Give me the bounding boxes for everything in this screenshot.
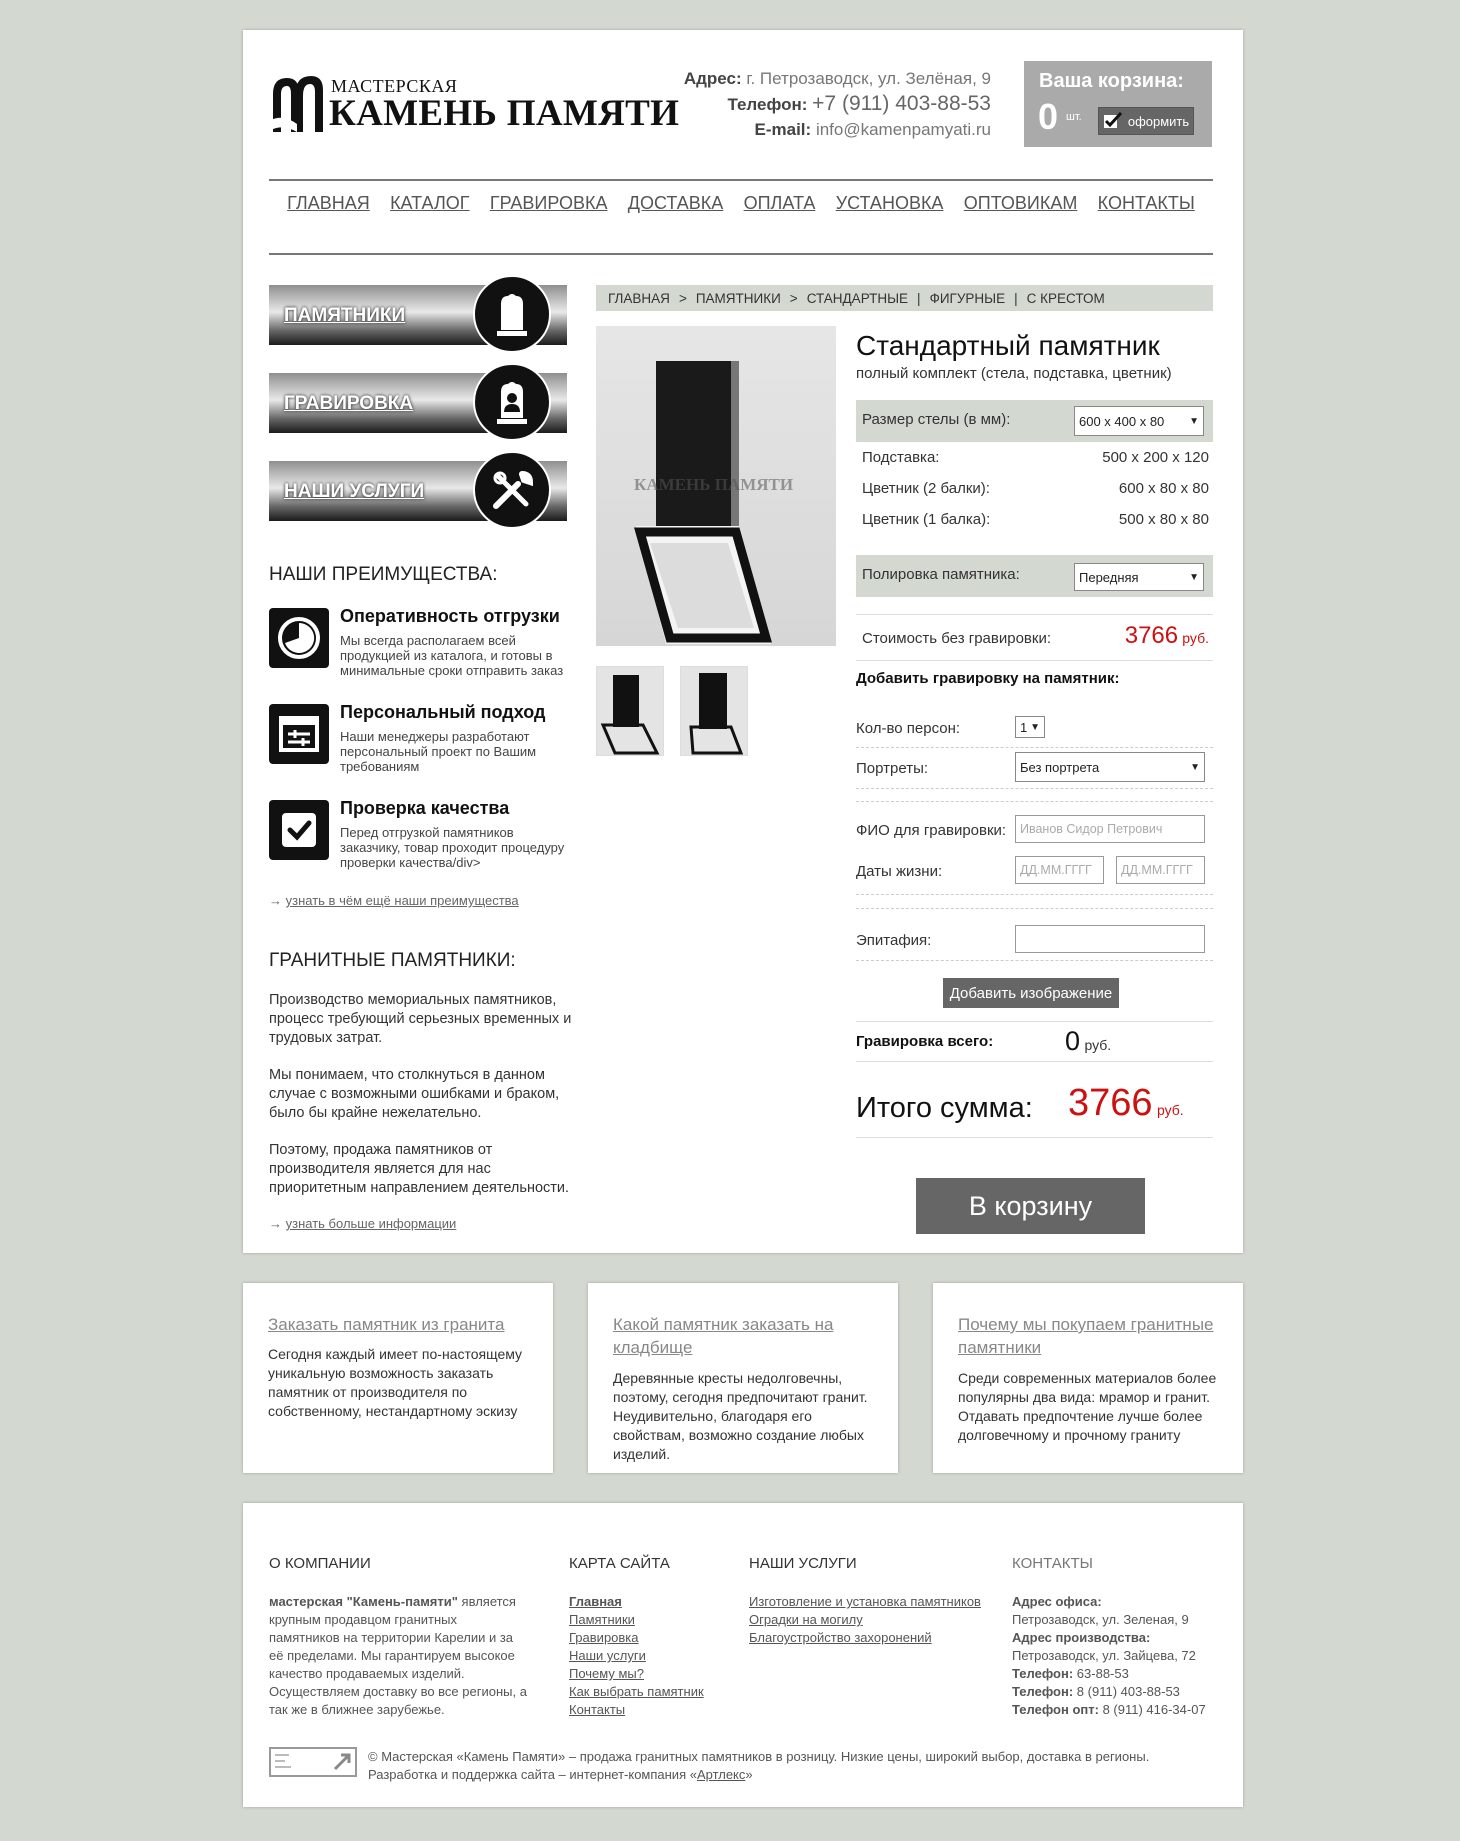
polish-value: Передняя <box>1079 569 1139 585</box>
dashed-divider <box>856 960 1213 961</box>
flower2-label: Цветник (2 балки): <box>862 480 990 497</box>
sliders-icon <box>269 704 329 764</box>
clock-icon <box>269 608 329 668</box>
footer-about-bold: мастерская "Камень-памяти" <box>269 1594 458 1609</box>
category-monuments-button[interactable] <box>269 285 567 345</box>
flower2-row <box>856 480 1213 497</box>
persons-select[interactable] <box>1015 716 1045 738</box>
granite-title: ГРАНИТНЫЕ ПАМЯТНИКИ: <box>269 950 516 971</box>
epitaph-label: Эпитафия: <box>856 932 932 949</box>
footer-link-monuments[interactable]: Памятники <box>569 1612 635 1627</box>
logo-small-text: МАСТЕРСКАЯ <box>331 76 458 96</box>
production-value: Петрозаводск, ул. Зайцева, 72 <box>1012 1648 1196 1663</box>
phone1-value: 63-88-53 <box>1076 1666 1129 1681</box>
footer-about-body: является крупным продавцом гранитных памятников на территории Карелии и за её пределами. Мы гарантируем высокое качество продаваемых изделий. Осуществляем доставку во все регионы, а так же в ближнее зарубежье. <box>269 1594 527 1717</box>
polish-label: Полировка памятника: <box>862 566 1020 583</box>
dashed-divider <box>856 894 1213 895</box>
tools-icon <box>473 451 551 529</box>
cart-count: 0 <box>1038 96 1059 137</box>
breadcrumb-separator: > <box>789 290 798 306</box>
divider <box>856 1021 1213 1022</box>
flower1-label: Цветник (1 балка): <box>862 511 991 528</box>
dashed-divider <box>856 801 1213 802</box>
death-date-input[interactable]: ДД.ММ.ГГГГ <box>1116 856 1205 884</box>
product-subtitle: полный комплект (стела, подставка, цветник) <box>856 365 1172 382</box>
advantages-more-link[interactable] <box>269 893 519 908</box>
total-sum-currency: руб. <box>1157 1102 1184 1118</box>
category-engraving-button[interactable] <box>269 373 567 433</box>
footer-link-choose[interactable]: Как выбрать памятник <box>569 1684 704 1699</box>
polish-select[interactable] <box>1074 563 1204 591</box>
footer <box>243 1503 1243 1807</box>
total-sum-label: Итого сумма: <box>856 1092 1033 1124</box>
breadcrumb-figured[interactable]: ФИГУРНЫЕ <box>929 290 1006 306</box>
polish-row <box>856 555 1213 597</box>
granite-paragraph-1: Производство мемориальных памятников, процесс требующий серьезных временных и трудовых затрат. <box>269 992 572 1046</box>
nav-item-installation[interactable]: УСТАНОВКА <box>835 193 944 213</box>
email-value[interactable]: info@kamenpamyati.ru <box>815 120 991 139</box>
dashed-divider <box>856 908 1213 909</box>
dashed-divider <box>856 747 1213 748</box>
advantages-title: НАШИ ПРЕИМУЩЕСТВА: <box>269 564 498 585</box>
nav-item-payment[interactable]: ОПЛАТА <box>743 193 816 213</box>
checkbox-check-icon <box>1103 112 1123 130</box>
developer-prefix: Разработка и поддержка сайта – интернет-компания « <box>368 1767 697 1782</box>
persons-value: 1 <box>1020 719 1028 735</box>
nav-item-delivery[interactable]: ДОСТАВКА <box>627 193 724 213</box>
engraving-total <box>1065 1026 1111 1057</box>
article-title-2[interactable]: Какой памятник заказать на кладбище <box>613 1315 834 1357</box>
article-card-1 <box>243 1283 553 1473</box>
footer-contacts-info <box>1012 1593 1206 1719</box>
divider <box>856 1137 1213 1138</box>
logo-big-text: КАМЕНЬ ПАМЯТИ <box>329 93 680 134</box>
office-value: Петрозаводск, ул. Зеленая, 9 <box>1012 1612 1189 1627</box>
logo-mark-icon <box>269 74 325 132</box>
cost-label: Стоимость без гравировки: <box>862 630 1052 647</box>
chevron-down-icon: ▼ <box>1030 721 1040 733</box>
footer-copyright <box>368 1748 1149 1784</box>
stele-size-label: Размер стелы (в мм): <box>862 411 1011 428</box>
developer-logo-icon[interactable] <box>269 1747 357 1777</box>
total-sum <box>1068 1082 1184 1125</box>
phone2-label: Телефон: <box>1012 1684 1074 1699</box>
nav-top-divider <box>269 179 1213 181</box>
footer-link-services[interactable]: Наши услуги <box>569 1648 646 1663</box>
phone1-label: Телефон: <box>1012 1666 1074 1681</box>
cart-order-label: оформить <box>1127 113 1190 129</box>
portraits-value: Без портрета <box>1020 759 1100 775</box>
article-text-3: Среди современных материалов более популярны два вида: мрамор и гранит. Отдавать предпочтение лучше более долговечному и прочному граниту <box>958 1370 1217 1443</box>
engraving-total-currency: руб. <box>1084 1037 1112 1053</box>
arrow-right-icon: → <box>269 1216 282 1231</box>
advantage-title-2: Персональный подход <box>340 702 546 722</box>
phone-value[interactable]: +7 (911) 403-88-53 <box>812 92 991 115</box>
divider <box>856 1061 1213 1062</box>
engraving-total-value: 0 <box>1065 1026 1081 1056</box>
add-image-button[interactable]: Добавить изображение <box>943 978 1119 1008</box>
advantage-text-1: Мы всегда располагаем всей продукцией из каталога, и готовы в минимальные сроки отправить заказ <box>340 633 564 678</box>
nav-item-wholesale[interactable]: ОПТОВИКАМ <box>963 193 1078 213</box>
total-sum-value: 3766 <box>1068 1082 1153 1124</box>
advantage-text-2: Наши менеджеры разработают персональный проект по Вашим требованиям <box>340 729 537 774</box>
granite-paragraph-2: Мы понимаем, что столкнуться в данном случае с возможными ошибками и браком, было бы крайне нежелательно. <box>269 1067 560 1121</box>
footer-link-home[interactable]: Главная <box>569 1594 622 1609</box>
product-title: Стандартный памятник <box>856 330 1160 361</box>
breadcrumb-standard[interactable]: СТАНДАРТНЫЕ <box>806 290 909 306</box>
cart-widget <box>1024 61 1212 147</box>
flower2-value: 600 x 80 x 80 <box>1118 480 1209 497</box>
copyright-text: © Мастерская «Камень Памяти» – продажа гранитных памятников в розницу. Низкие цены, широкий выбор, доставка в регионы. <box>368 1749 1150 1764</box>
footer-services-links <box>749 1593 981 1647</box>
header-contacts <box>684 66 991 142</box>
nav-item-catalog[interactable]: КАТАЛОГ <box>390 193 470 213</box>
footer-about-text <box>269 1593 531 1719</box>
address-label: Адрес: <box>683 69 742 88</box>
product-thumbnail-1[interactable] <box>596 666 664 756</box>
birth-date-input[interactable]: ДД.ММ.ГГГГ <box>1015 856 1104 884</box>
breadcrumb-home[interactable]: ГЛАВНАЯ <box>608 290 670 306</box>
footer-link-fences[interactable]: Оградки на могилу <box>749 1612 863 1627</box>
email-label: E-mail: <box>754 120 812 139</box>
engraving-portrait-icon <box>473 363 551 441</box>
phone2-value: 8 (911) 403-88-53 <box>1076 1684 1180 1699</box>
chevron-down-icon: ▼ <box>1189 415 1199 427</box>
stele-size-select[interactable] <box>1074 406 1204 436</box>
article-title-1[interactable]: Заказать памятник из гранита <box>268 1315 505 1334</box>
footer-link-manufacturing[interactable]: Изготовление и установка памятников <box>749 1594 981 1609</box>
monument-photo-image <box>596 326 836 646</box>
advantages-more-label: узнать в чём ещё наши преимущества <box>285 893 519 908</box>
checkbox-icon <box>269 800 329 860</box>
divider <box>856 614 1213 615</box>
footer-link-landscaping[interactable]: Благоустройство захоронений <box>749 1630 932 1645</box>
portraits-select[interactable] <box>1015 752 1205 782</box>
flower1-value: 500 x 80 x 80 <box>1118 511 1209 528</box>
stand-label: Подставка: <box>862 449 940 466</box>
nav-item-engraving[interactable]: ГРАВИРОВКА <box>489 193 608 213</box>
breadcrumb-cross[interactable]: С КРЕСТОМ <box>1026 290 1105 306</box>
granite-more-link[interactable] <box>269 1216 456 1231</box>
cost-currency: руб. <box>1182 630 1209 646</box>
phone3-label: Телефон опт: <box>1012 1702 1099 1717</box>
divider <box>856 660 1213 661</box>
breadcrumb-separator: | <box>917 290 921 306</box>
add-to-cart-button[interactable]: В корзину <box>916 1178 1145 1234</box>
article-text-2: Деревянные кресты недолговечны, поэтому, сегодня предпочитают гранит. Неудивительно, благодаря его свойствам, возможно создание любых изделий. <box>613 1370 868 1462</box>
dates-label: Даты жизни: <box>856 863 943 880</box>
article-title-3[interactable]: Почему мы покупаем гранитные памятники <box>958 1315 1214 1357</box>
cart-unit: шт. <box>1066 111 1082 123</box>
breadcrumb-monuments[interactable]: ПАМЯТНИКИ <box>695 290 781 306</box>
chevron-down-icon: ▼ <box>1189 571 1199 583</box>
cart-title: Ваша корзина: <box>1039 70 1184 92</box>
footer-services-title: НАШИ УСЛУГИ <box>749 1555 857 1572</box>
stand-value: 500 x 200 x 120 <box>1102 449 1209 466</box>
advantage-text-3: Перед отгрузкой памятников заказчику, товар проходит процедуру проверки качества/div> <box>340 825 565 870</box>
footer-link-engraving[interactable]: Гравировка <box>569 1630 639 1645</box>
cart-order-button[interactable] <box>1098 107 1194 135</box>
footer-link-contacts[interactable]: Контакты <box>569 1702 626 1717</box>
breadcrumb <box>596 285 1213 311</box>
monument-icon <box>473 275 551 353</box>
epitaph-input[interactable] <box>1015 925 1205 953</box>
chevron-down-icon: ▼ <box>1190 761 1200 773</box>
developer-link[interactable]: Артлекс <box>696 1767 746 1782</box>
fio-input[interactable]: Иванов Сидор Петрович <box>1015 815 1205 843</box>
category-monuments-label: ПАМЯТНИКИ <box>284 305 406 326</box>
category-services-button[interactable] <box>269 461 567 521</box>
granite-paragraph-3: Поэтому, продажа памятников от производителя является для нас приоритетным направлением деятельности. <box>269 1142 570 1196</box>
footer-link-why[interactable]: Почему мы? <box>569 1666 644 1681</box>
logo[interactable] <box>269 74 680 136</box>
article-card-3 <box>933 1283 1243 1473</box>
address-value: г. Петрозаводск, ул. Зелёная, 9 <box>746 69 991 88</box>
engraving-title: Добавить гравировку на памятник: <box>856 670 1120 687</box>
footer-contacts-title: КОНТАКТЫ <box>1012 1555 1093 1572</box>
breadcrumb-separator: | <box>1014 290 1018 306</box>
article-card-2 <box>588 1283 898 1473</box>
category-engraving-label: ГРАВИРОВКА <box>284 393 414 414</box>
article-text-1: Сегодня каждый имеет по-настоящему уникальную возможность заказать памятник от производителя по собственному, нестандартному эскизу <box>268 1346 523 1419</box>
nav-item-home[interactable]: ГЛАВНАЯ <box>287 193 370 213</box>
flower1-row <box>856 511 1213 528</box>
arrow-right-icon: → <box>269 893 282 908</box>
production-label: Адрес производства: <box>1012 1630 1151 1645</box>
phone3-value: 8 (911) 416-34-07 <box>1102 1702 1206 1717</box>
main-panel <box>243 30 1243 1253</box>
advantage-title-3: Проверка качества <box>340 798 510 818</box>
product-photo[interactable] <box>596 326 836 646</box>
main-nav <box>269 193 1213 214</box>
stand-row <box>856 449 1213 466</box>
developer-suffix: » <box>745 1767 753 1782</box>
fio-label: ФИО для гравировки: <box>856 822 1007 839</box>
persons-label: Кол-во персон: <box>856 720 961 737</box>
footer-map-title: КАРТА САЙТА <box>569 1555 670 1572</box>
developer-credit <box>368 1766 1149 1784</box>
office-label: Адрес офиса: <box>1012 1594 1102 1609</box>
engraving-total-label: Гравировка всего: <box>856 1033 994 1050</box>
photo-watermark: КАМЕНЬ ПАМЯТИ <box>634 475 794 494</box>
cost-value: 3766 <box>1124 622 1179 649</box>
advantage-title-1: Оперативность отгрузки <box>340 606 560 626</box>
phone-label: Телефон: <box>727 95 808 114</box>
dashed-divider <box>856 788 1213 789</box>
stele-size-value: 600 x 400 x 80 <box>1079 413 1165 429</box>
product-thumbnail-2[interactable] <box>680 666 748 756</box>
granite-more-label: узнать больше информации <box>285 1216 457 1231</box>
portraits-label: Портреты: <box>856 760 929 777</box>
footer-map-links <box>569 1593 704 1719</box>
footer-about-title: О КОМПАНИИ <box>269 1555 371 1572</box>
nav-item-contacts[interactable]: КОНТАКТЫ <box>1097 193 1195 213</box>
nav-bottom-divider <box>269 253 1213 255</box>
breadcrumb-separator: > <box>678 290 687 306</box>
stele-size-row <box>856 400 1213 442</box>
category-services-label: НАШИ УСЛУГИ <box>284 481 425 502</box>
cost-row <box>856 622 1213 650</box>
